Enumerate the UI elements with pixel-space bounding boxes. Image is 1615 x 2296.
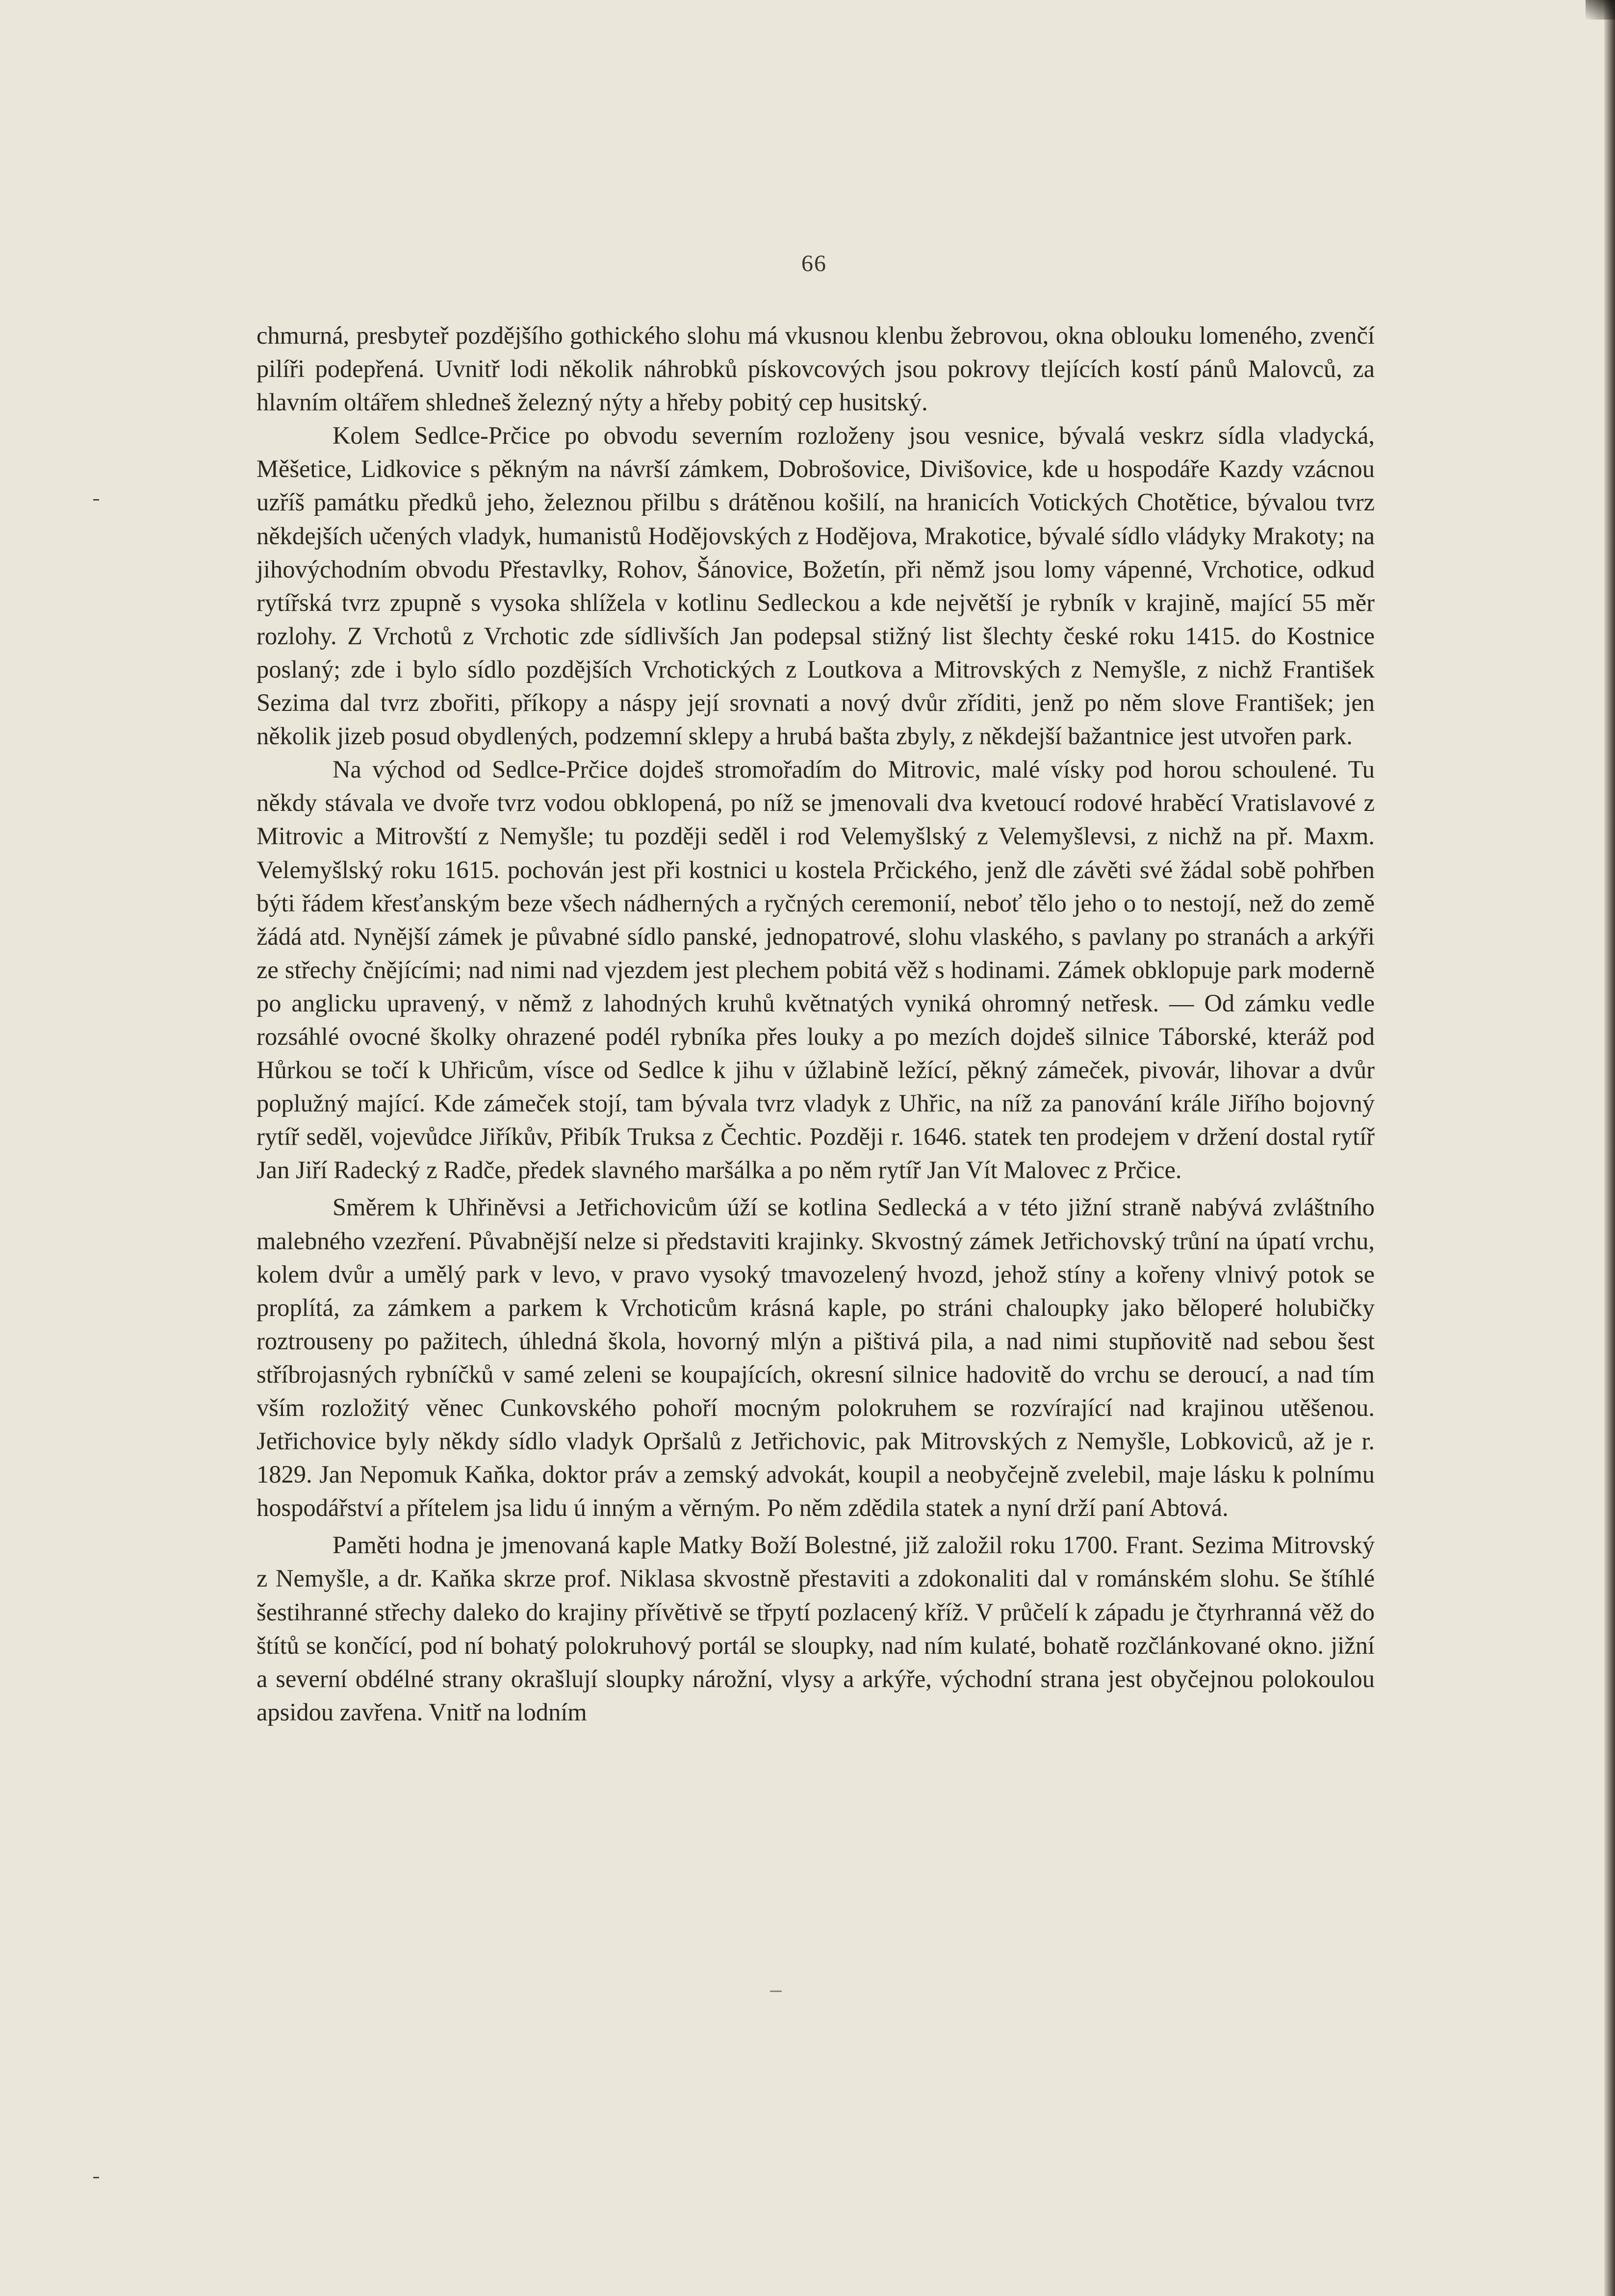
page-number: 66	[801, 251, 827, 277]
paragraph-3: Na východ od Sedlce-Prčice dojdeš stromořadím do Mitrovic, malé vísky pod horou schoulené. Tu někdy stávala ve dvoře tvrz vodou obklopená, po níž se jmenovali dva kvetoucí rodové hraběcí Vratislavové z Mitrovic a Mitrovští z Nemyšle; tu později seděl i rod Velemyšlský z Velemyšlevsi, z nichž na př. Maxm. Velemyšlský roku 1615. pochován jest při kostnici u kostela Prčického, jenž dle závěti své žádal sobě pohřben býti řádem křesťanským beze všech nádherných a ryčných ceremonií, neboť tělo jeho o to nestojí, než do země žádá atd. Nynější zámek je půvabné sídlo panské, jednopatrové, slohu vlaského, s pavlany po stranách a arkýři ze střechy čnějícími; nad nimi nad vjezdem jest plechem pobitá věž s hodinami. Zámek obklopuje park moderně po anglicku upravený, v němž z lahodných kruhů květnatých vyniká ohromný netřesk. — Od zámku vedle rozsáhlé ovocné školky ohrazené podél rybníka přes louky a po mezích dojdeš silnice Táborské, kteráž pod Hůrkou se točí k Uhřicům, vísce od Sedlce k jihu v úžlabině ležící, pěkný zámeček, pivovár, lihovar a dvůr poplužný mající. Kde zámeček stojí, tam bývala tvrz vladyk z Uhřic, na níž za panování krále Jiřího bojovný rytíř seděl, vojevůdce Jiříkův, Přibík Truksa z Čechtic. Později r. 1646. statek ten prodejem v držení dostal rytíř Jan Jiří Radecký z Radče, předek slavného maršálka a po něm rytíř Jan Vít Malovec z Prčice.	[256, 756, 1375, 1184]
paragraph-5: Paměti hodna je jmenovaná kaple Matky Boží Bolestné, již založil roku 1700. Frant. Sezima Mitrovský z Nemyšle, a dr. Kaňka skrze prof. Niklasa skvostně přestaviti a zdokonaliti dal v románském slohu. Se štíhlé šestihranné střechy daleko do krajiny přívětivě se třpytí pozlacený kříž. V průčelí k západu je čtyrhranná věž do štítů se končící, pod ní bohatý polokruhový portál se sloupky, nad ním kulaté, bohatě rozčlánkované okno. jižní a severní obdélné strany okrašlují sloupky nárožní, vlysy a arkýře, východní strana jest obyčejnou polokoulou apsidou zavřena. Vnitř na lodním	[256, 1531, 1375, 1726]
margin-tick-upper	[93, 499, 99, 501]
paragraph-4: Směrem k Uhřiněvsi a Jetřichovicům úží se kotlina Sedlecká a v této jižní straně nabývá zvláštního malebného vzezření. Půvabnější nelze si představiti krajinky. Skvostný zámek Jetřichovský trůní na úpatí vrchu, kolem dvůr a umělý park v levo, v pravo vysoký tmavozelený hvozd, jehož stíny a kořeny vlnivý potok se proplítá, za zámkem a parkem k Vrchoticům krásná kaple, po stráni chaloupky jako běloperé holubičky roztrouseny po pažitech, úhledná škola, hovorný mlýn a pištivá pila, a nad nimi stupňovitě nad sebou šest stříbrojasných rybníčků v samé zeleni se koupajících, okresní silnice hadovitě do vrchu se deroucí, a nad tím vším rozložitý věnec Cunkovského pohoří mocným polokruhem se rozvírající nad krajinou utěšenou. Jetřichovice byly někdy sídlo vladyk Opršalů z Jetřichovic, pak Mitrovských z Nemyšle, Lobkoviců, až je r. 1829. Jan Nepomuk Kaňka, doktor práv a zemský advokát, koupil a neobyčejně zvelebil, maje lásku k polnímu hospodářství a přítelem jsa lidu ú inným a věrným. Po něm zdědila statek a nyní drží paní Abtová.	[256, 1193, 1375, 1522]
paragraph-1: chmurná, presbyteř pozdějšího gothického slohu má vkusnou klenbu žebrovou, okna oblouku lomeného, zvenčí pilíři podepřená. Uvnitř lodi několik náhrobků pískovcových jsou pokrovy tlejících kostí pánů Malovců, za hlavním oltářem shledneš železný nýty a hřeby pobitý cep husitský.	[256, 322, 1375, 416]
stray-mark	[770, 1991, 782, 1992]
page-edge-shadow	[1604, 0, 1615, 2296]
margin-tick-lower	[93, 2177, 99, 2178]
corner-mark	[1586, 0, 1615, 20]
paragraph-2: Kolem Sedlce-Prčice po obvodu severním rozloženy jsou vesnice, bývalá veskrz sídla vladycká, Měšetice, Lidkovice s pěkným na návrší zámkem, Dobrošovice, Divišovice, kde u hospodáře Kazdy vzácnou uzříš památku předků jeho, železnou přilbu s drátěnou košilí, na hranicích Votických Chotětice, bývalou tvrz někdejších učených vladyk, humanistů Hodějovských z Hodějova, Mrakotice, bývalé sídlo vládyky Mrakoty; na jihovýchodním obvodu Přestavlky, Rohov, Šánovice, Božetín, při němž jsou lomy vápenné, Vrchotice, odkud rytířská tvrz zpupně s vysoka shlížela v kotlinu Sedleckou a kde největší je rybník v krajině, mající 55 měr rozlohy. Z Vrchotů z Vrchotic zde sídlivších Jan podepsal stižný list šlechty české roku 1415. do Kostnice poslaný; zde i bylo sídlo pozdějších Vrchotických z Loutkova a Mitrovských z Nemyšle, z nichž František Sezima dal tvrz zbořiti, příkopy a náspy její srovnati a nový dvůr zříditi, jenž po něm slove František; jen několik jizeb posud obydlených, podzemní sklepy a hrubá bašta zbyly, z někdejší bažantnice jest utvořen park.	[256, 422, 1375, 750]
body-text	[256, 319, 1375, 1729]
